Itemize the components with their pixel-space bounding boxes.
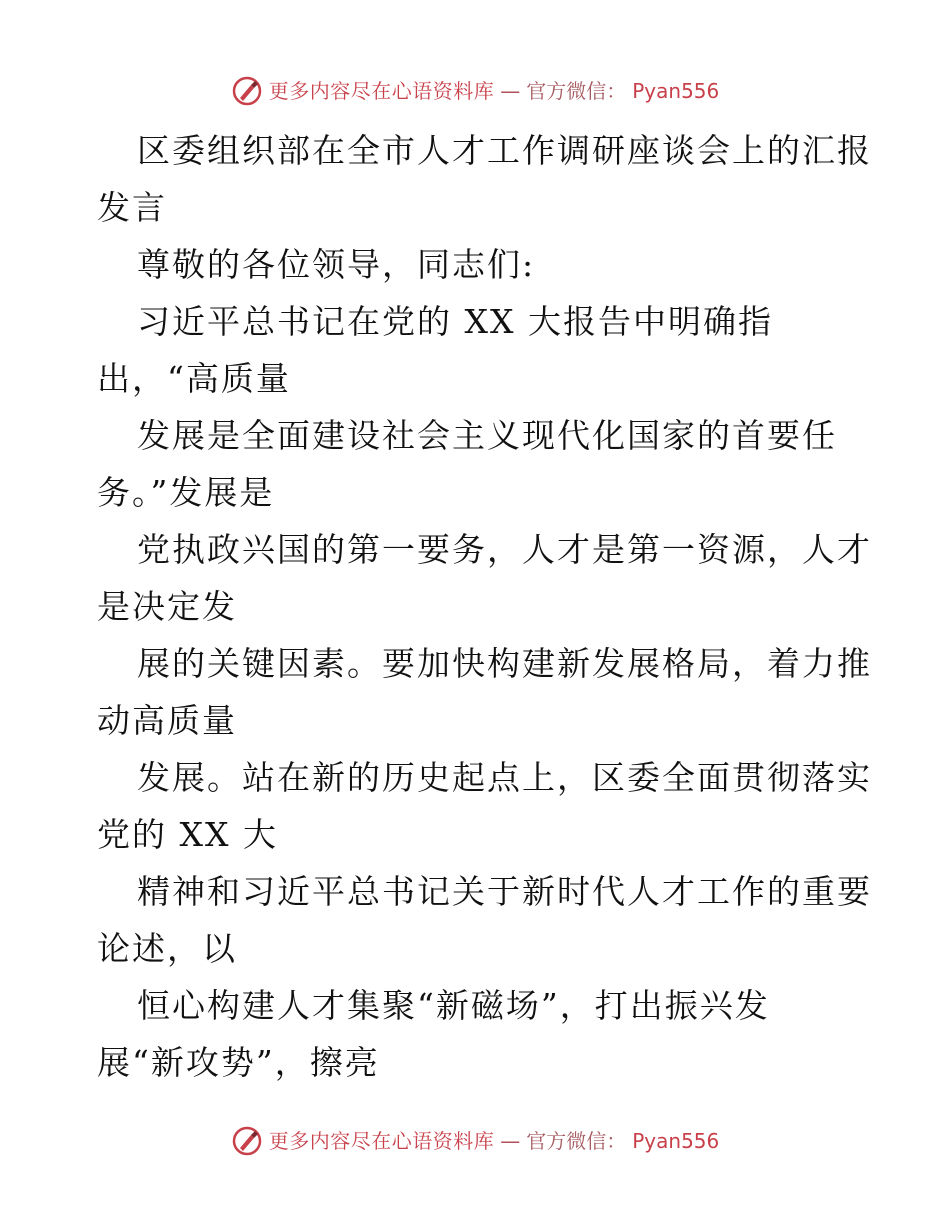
text-line: 党执政兴国的第一要务，人才是第一资源，人才 (137, 530, 872, 569)
text-line: 论述，以 (97, 929, 237, 968)
text-line: 恒心构建人才集聚“新磁场”，打出振兴发 (137, 986, 770, 1025)
text-line: 是决定发 (97, 587, 237, 626)
text-line: 区委组织部在全市人才工作调研座谈会上的汇报 (137, 131, 872, 170)
watermark-id: Pyan556 (632, 79, 720, 103)
text-line: 精神和习近平总书记关于新时代人才工作的重要 (137, 872, 872, 911)
footer-watermark (0, 1125, 950, 1157)
text-line: 动高质量 (97, 701, 237, 740)
header-watermark (0, 75, 950, 107)
document-body (97, 122, 872, 1091)
text-line: 尊敬的各位领导，同志们: (137, 245, 536, 284)
text-line: 习近平总书记在党的 XX 大报告中明确指 (137, 302, 773, 341)
watermark-text: 更多内容尽在心语资料库 (268, 79, 495, 103)
text-line: 党的 XX 大 (97, 815, 278, 854)
pen-logo-icon (231, 1125, 263, 1157)
text-line: 发展是全面建设社会主义现代化国家的首要任 (137, 416, 837, 455)
watermark-text: 更多内容尽在心语资料库 (268, 1129, 495, 1153)
text-line: 发展。站在新的历史起点上，区委全面贯彻落实 (137, 758, 872, 797)
watermark-dash: — (500, 1129, 521, 1153)
text-line: 务。”发展是 (97, 473, 275, 512)
watermark-label: 官方微信： (526, 79, 627, 103)
watermark-id: Pyan556 (632, 1129, 720, 1153)
text-line: 出，“高质量 (97, 359, 291, 398)
watermark-label: 官方微信： (526, 1129, 627, 1153)
pen-logo-icon (231, 75, 263, 107)
text-line: 发言 (97, 188, 167, 227)
text-line: 展“新攻势”，擦亮 (97, 1043, 380, 1082)
watermark-dash: — (500, 79, 521, 103)
text-line: 展的关键因素。要加快构建新发展格局，着力推 (137, 644, 872, 683)
